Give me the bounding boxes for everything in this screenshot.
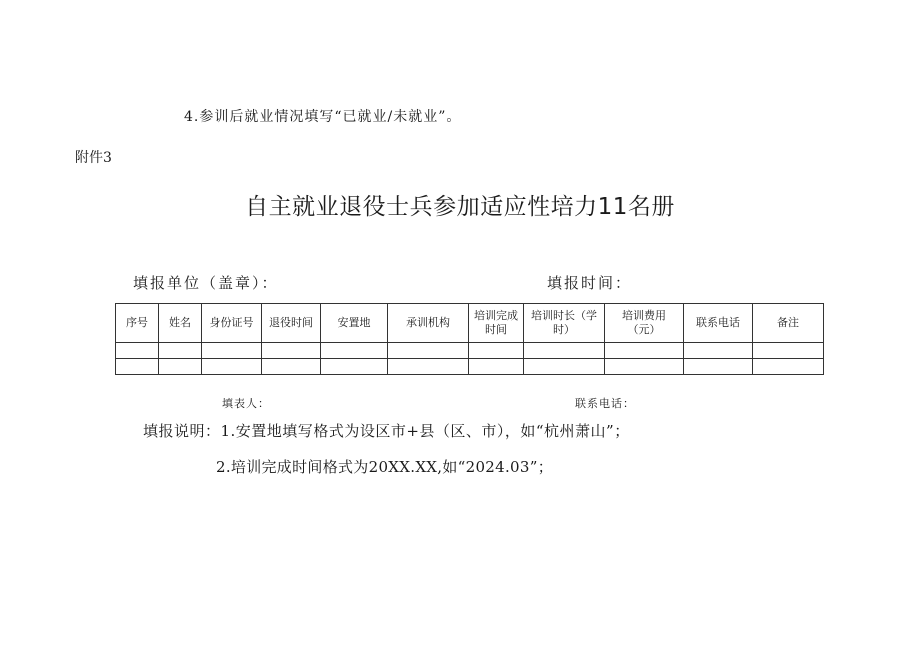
header-cell: 姓名 xyxy=(159,304,202,343)
fill-time-label: 填报时间： xyxy=(547,274,633,292)
table-cell xyxy=(469,343,524,359)
table-cell xyxy=(159,343,202,359)
fill-unit-label: 填报单位（盖章）： xyxy=(133,274,279,292)
header-cell: 培训完成 时间 xyxy=(469,304,524,343)
header-cell: 备注 xyxy=(753,304,824,343)
table-cell xyxy=(605,343,684,359)
note-item-4: 4.参训后就业情况填写“已就业/未就业”。 xyxy=(184,109,462,125)
header-cell: 联系电话 xyxy=(684,304,753,343)
table-cell xyxy=(262,359,321,375)
table-cell xyxy=(321,343,388,359)
filler-label: 填表人： xyxy=(222,397,270,410)
header-cell: 培训时长（学 时） xyxy=(524,304,605,343)
table-cell xyxy=(159,359,202,375)
table-cell xyxy=(388,359,469,375)
header-cell: 身份证号 xyxy=(202,304,262,343)
table-cell xyxy=(469,359,524,375)
explanation-line-2: 2.培训完成时间格式为20XX.XX,如“2024.03”； xyxy=(216,458,554,476)
roster-table xyxy=(115,303,824,375)
table-cell xyxy=(524,343,605,359)
table-cell xyxy=(116,359,159,375)
header-cell: 承训机构 xyxy=(388,304,469,343)
table-cell xyxy=(524,359,605,375)
table-cell xyxy=(684,343,753,359)
table-cell xyxy=(753,359,824,375)
table-cell xyxy=(684,359,753,375)
table-cell xyxy=(202,359,262,375)
table-header-row xyxy=(116,304,824,343)
table-row xyxy=(116,359,824,375)
table-cell xyxy=(388,343,469,359)
table-cell xyxy=(202,343,262,359)
explanation-line-1: 填报说明：1.安置地填写格式为设区市+县（区、市），如“杭州萧山”； xyxy=(143,422,630,440)
table-cell xyxy=(116,343,159,359)
table-cell xyxy=(605,359,684,375)
attachment-label: 附件3 xyxy=(75,150,112,166)
table-cell xyxy=(262,343,321,359)
header-cell: 安置地 xyxy=(321,304,388,343)
table-cell xyxy=(321,359,388,375)
header-cell: 退役时间 xyxy=(262,304,321,343)
header-cell: 培训费用 （元） xyxy=(605,304,684,343)
header-cell: 序号 xyxy=(116,304,159,343)
contact-phone-label: 联系电话： xyxy=(575,397,635,410)
page-title: 自主就业退役士兵参加适应性培力11名册 xyxy=(245,194,675,220)
table-row xyxy=(116,343,824,359)
table-cell xyxy=(753,343,824,359)
